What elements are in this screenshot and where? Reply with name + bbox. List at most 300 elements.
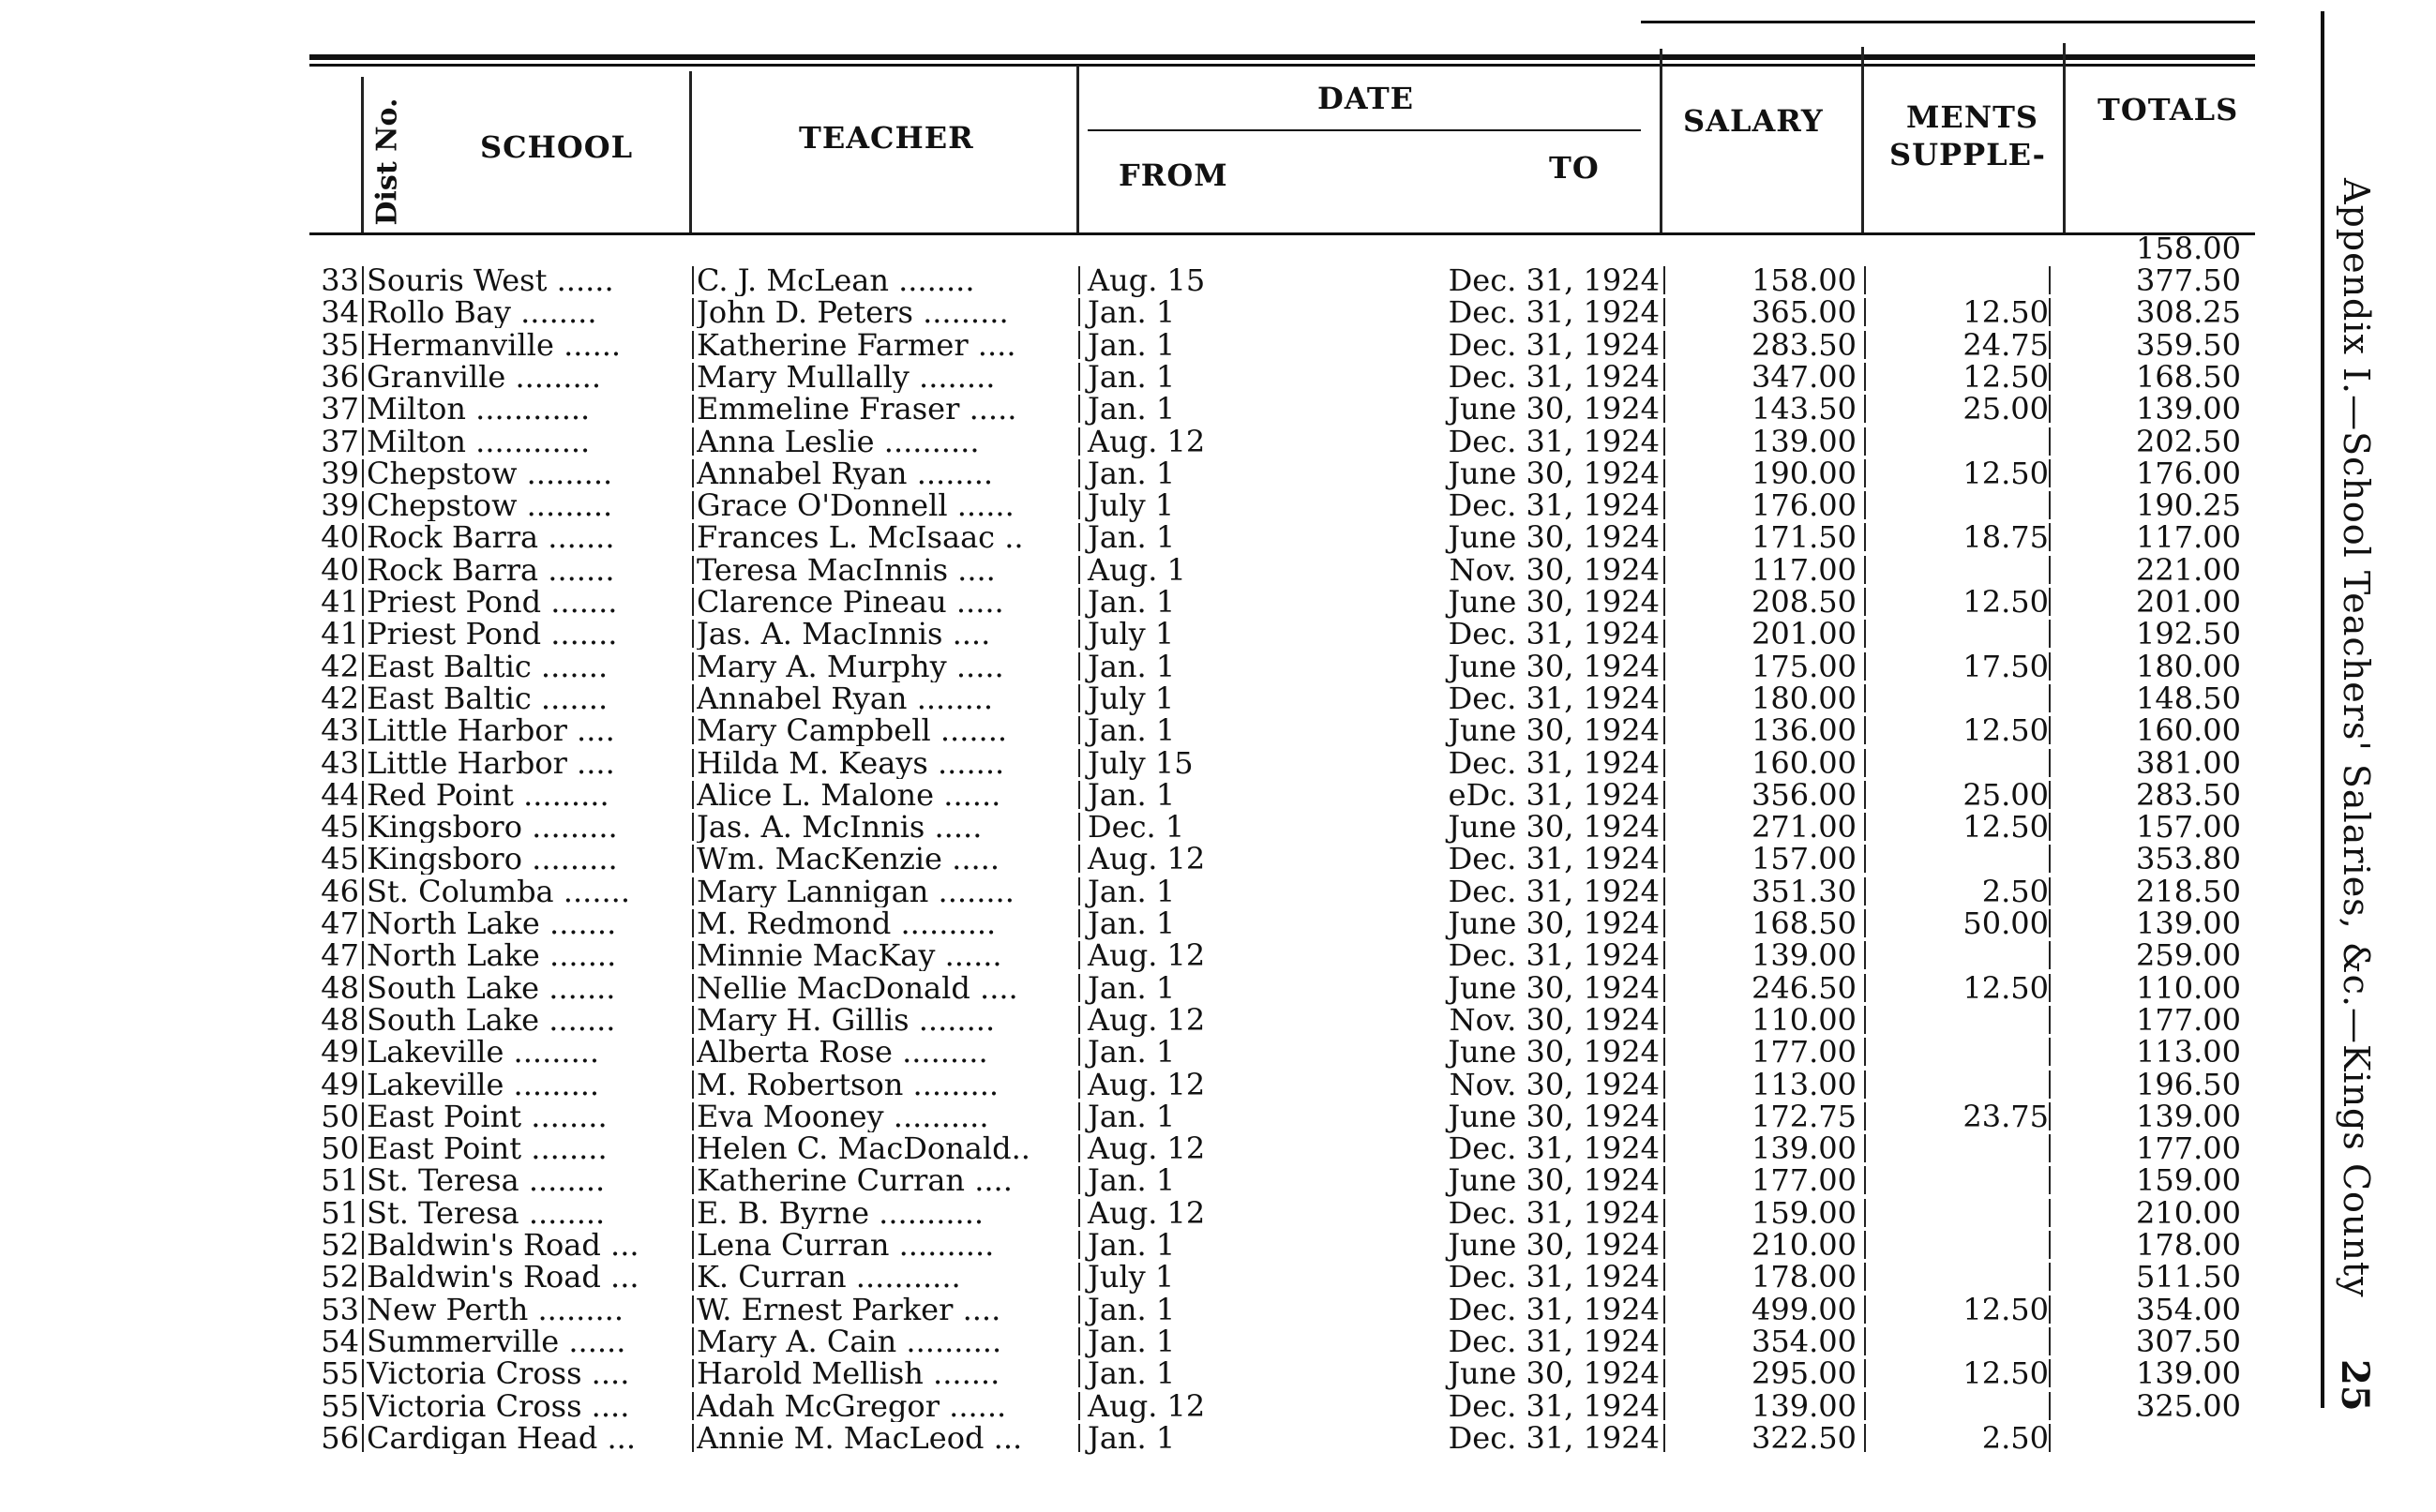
- from-date: Jan. 1: [1088, 584, 1176, 620]
- column-separator: [2049, 1199, 2051, 1227]
- teacher-name: Harold Mellish .......: [697, 1357, 1000, 1390]
- from-date: Dec. 1: [1088, 809, 1185, 846]
- column-separator: [362, 1231, 364, 1259]
- column-separator: [362, 491, 364, 519]
- column-separator: [1663, 1102, 1665, 1130]
- table-row: [0, 744, 2436, 781]
- dist-number: 54: [321, 1323, 359, 1359]
- school-name: East Baltic .......: [367, 650, 609, 682]
- dist-number: 47: [321, 906, 359, 941]
- school-name: Baldwin's Road ...: [367, 1261, 639, 1294]
- column-separator: [1663, 459, 1665, 487]
- column-separator: [362, 1038, 364, 1066]
- from-date: Aug. 12: [1088, 1066, 1206, 1102]
- column-separator: [692, 1231, 694, 1259]
- teacher-name: W. Ernest Parker ....: [697, 1293, 1001, 1325]
- salary-value: 210.00: [1752, 1227, 1857, 1263]
- column-separator: [2049, 395, 2051, 423]
- total-value: 201.00: [2136, 584, 2241, 620]
- teacher-name: Minnie MacKay ......: [697, 939, 1002, 972]
- column-separator: [692, 588, 694, 616]
- column-separator: [1864, 1166, 1866, 1194]
- dist-number: 47: [321, 937, 359, 974]
- teacher-name: K. Curran ...........: [697, 1261, 961, 1294]
- teacher-name: Emmeline Fraser .....: [697, 393, 1017, 426]
- school-name: Baldwin's Road ...: [367, 1229, 639, 1261]
- dist-number: 50: [321, 1098, 359, 1134]
- column-separator: [1078, 1006, 1080, 1034]
- column-separator: [1078, 427, 1080, 456]
- column-separator: [692, 1102, 694, 1130]
- column-separator: [1078, 716, 1080, 744]
- school-name: Rock Barra .......: [367, 521, 615, 554]
- column-separator: [1078, 652, 1080, 681]
- supplements-value: 18.75: [1962, 519, 2049, 556]
- column-separator: [1663, 588, 1665, 616]
- table-row: [0, 264, 2436, 296]
- from-date: July 1: [1088, 1259, 1175, 1295]
- dist-number: 37: [321, 391, 359, 427]
- column-separator: [692, 1424, 694, 1452]
- dist-number: 34: [321, 294, 359, 331]
- column-separator: [2049, 877, 2051, 906]
- column-separator: [1663, 556, 1665, 584]
- school-name: Chepstow .........: [367, 489, 613, 522]
- from-date: Aug. 12: [1088, 1387, 1206, 1424]
- table-row: [0, 1001, 2436, 1038]
- school-name: Rollo Bay ........: [367, 296, 597, 329]
- column-separator: [2049, 1038, 2051, 1066]
- table-row: [0, 843, 2436, 875]
- total-value: 359.50: [2136, 326, 2241, 363]
- column-separator: [2049, 652, 2051, 681]
- table-row: [0, 1387, 2436, 1424]
- column-separator: [1663, 1424, 1665, 1452]
- column-separator: [1663, 716, 1665, 744]
- column-separator: [362, 909, 364, 937]
- page-number: 25: [2333, 1359, 2377, 1412]
- column-separator: [2049, 749, 2051, 777]
- column-separator: [2049, 556, 2051, 584]
- table-row: [0, 1261, 2436, 1293]
- column-separator: [1864, 1392, 1866, 1420]
- dist-number: 53: [321, 1291, 359, 1327]
- to-date: June 30, 1924: [1448, 648, 1660, 684]
- column-separator: [2049, 1424, 2051, 1452]
- dist-number: 39: [321, 487, 359, 524]
- table-row: [0, 393, 2436, 425]
- column-separator: [692, 1392, 694, 1420]
- dist-number: 51: [321, 1194, 359, 1231]
- column-separator: [1663, 1166, 1665, 1194]
- column-separator: [1078, 1102, 1080, 1130]
- column-separator: [1864, 877, 1866, 906]
- from-date: Aug. 12: [1088, 423, 1206, 459]
- column-separator: [1663, 652, 1665, 681]
- total-value: 354.00: [2136, 1291, 2241, 1327]
- salary-value: 157.00: [1752, 841, 1857, 877]
- column-separator: [1663, 1359, 1665, 1387]
- column-separator: [692, 877, 694, 906]
- column-separator: [1864, 716, 1866, 744]
- column-separator: [1864, 845, 1866, 873]
- to-date: Dec. 31, 1924: [1448, 1419, 1660, 1456]
- to-date: Dec. 31, 1924: [1448, 744, 1660, 781]
- total-value: 377.50: [2136, 262, 2241, 298]
- dist-number: 50: [321, 1130, 359, 1167]
- table-row: [0, 487, 2436, 524]
- column-separator: [1864, 1199, 1866, 1227]
- column-separator: [2049, 523, 2051, 551]
- teacher-name: Adah McGregor ......: [697, 1389, 1007, 1422]
- table-row: [0, 294, 2436, 331]
- column-separator: [2049, 363, 2051, 391]
- to-date: June 30, 1924: [1448, 1034, 1660, 1070]
- total-value: 139.00: [2136, 1355, 2241, 1392]
- teacher-name: M. Redmond ..........: [697, 907, 997, 939]
- salary-value: 283.50: [1752, 326, 1857, 363]
- table-row: [0, 551, 2436, 588]
- dist-no-header: Dist No.: [370, 97, 404, 226]
- school-name: Little Harbor ....: [367, 714, 615, 747]
- to-date: June 30, 1924: [1448, 1227, 1660, 1263]
- to-date: Nov. 30, 1924: [1449, 1066, 1660, 1102]
- column-separator: [1663, 909, 1665, 937]
- teacher-name: Grace O'Donnell ......: [697, 489, 1015, 522]
- dist-number: 43: [321, 744, 359, 781]
- column-separator: [2049, 781, 2051, 809]
- total-value: 202.50: [2136, 423, 2241, 459]
- teacher-name: Teresa MacInnis ....: [697, 553, 996, 586]
- from-date: Jan. 1: [1088, 391, 1176, 427]
- salary-value: 295.00: [1752, 1355, 1857, 1392]
- column-separator: [1663, 1199, 1665, 1227]
- total-value: 177.00: [2136, 1130, 2241, 1167]
- school-name: Red Point .........: [367, 778, 609, 811]
- column-separator: [692, 909, 694, 937]
- dist-number: 52: [321, 1227, 359, 1263]
- school-name: North Lake .......: [367, 939, 617, 972]
- salary-value: 136.00: [1752, 712, 1857, 749]
- column-separator: [362, 363, 364, 391]
- table-row: [0, 586, 2436, 618]
- column-separator: [692, 1006, 694, 1034]
- column-separator: [362, 1102, 364, 1130]
- supplements-value: 12.50: [1962, 969, 2049, 1006]
- column-separator: [362, 1166, 364, 1194]
- school-name: Summerville ......: [367, 1325, 626, 1357]
- total-value: 176.00: [2136, 455, 2241, 491]
- dist-number: 45: [321, 809, 359, 846]
- school-name: Priest Pond .......: [367, 586, 618, 618]
- teacher-name: Frances L. McIsaac ..: [697, 521, 1024, 554]
- column-separator: [692, 1134, 694, 1162]
- to-date: Dec. 31, 1924: [1448, 1323, 1660, 1359]
- column-separator: [2049, 1263, 2051, 1291]
- salary-value: 177.00: [1752, 1162, 1857, 1199]
- column-separator: [1663, 1070, 1665, 1099]
- column-separator: [2049, 845, 2051, 873]
- column-separator: [692, 1038, 694, 1066]
- from-date: Aug. 12: [1088, 1001, 1206, 1038]
- to-date: Dec. 31, 1924: [1448, 326, 1660, 363]
- column-separator: [1864, 1327, 1866, 1355]
- column-separator: [1078, 1263, 1080, 1291]
- column-separator: [362, 1327, 364, 1355]
- column-separator: [2049, 1392, 2051, 1420]
- column-separator: [362, 749, 364, 777]
- supplements-value: 12.50: [1962, 1291, 2049, 1327]
- column-separator: [692, 427, 694, 456]
- school-name: St. Teresa ........: [367, 1196, 606, 1229]
- teacher-name: John D. Peters .........: [697, 296, 1009, 329]
- column-separator: [1864, 523, 1866, 551]
- column-separator: [1078, 1424, 1080, 1452]
- total-value: 218.50: [2136, 873, 2241, 909]
- dist-number: 49: [321, 1066, 359, 1102]
- supplements-value: 12.50: [1962, 712, 2049, 749]
- column-separator: [1078, 1134, 1080, 1162]
- dist-number: 41: [321, 616, 359, 652]
- table-row: [0, 1194, 2436, 1231]
- dist-number: 41: [321, 584, 359, 620]
- table-row: [0, 1100, 2436, 1132]
- to-date: June 30, 1924: [1448, 1098, 1660, 1134]
- school-name: Rock Barra .......: [367, 553, 615, 586]
- column-separator: [1663, 395, 1665, 423]
- dist-number: 45: [321, 841, 359, 877]
- column-separator: [1078, 749, 1080, 777]
- column-separator: [692, 1070, 694, 1099]
- table-row: [0, 648, 2436, 684]
- dist-number: 46: [321, 873, 359, 909]
- teacher-name: Lena Curran ..........: [697, 1229, 995, 1261]
- table-row: [0, 712, 2436, 749]
- teacher-name: Annie M. MacLeod ...: [697, 1421, 1023, 1454]
- column-separator: [1663, 1038, 1665, 1066]
- total-value: 139.00: [2136, 906, 2241, 941]
- salary-value: 208.50: [1752, 584, 1857, 620]
- total-value: 259.00: [2136, 937, 2241, 974]
- to-date: Dec. 31, 1924: [1448, 841, 1660, 877]
- table-row: [0, 1325, 2436, 1357]
- salary-value: 117.00: [1752, 551, 1857, 588]
- from-date: Jan. 1: [1088, 906, 1176, 941]
- school-name: St. Teresa ........: [367, 1164, 606, 1197]
- salary-value: 356.00: [1752, 776, 1857, 813]
- to-date: Dec. 31, 1924: [1448, 294, 1660, 331]
- totals-header: TOTALS: [2098, 92, 2239, 127]
- column-separator: [1663, 523, 1665, 551]
- column-separator: [362, 1263, 364, 1291]
- column-separator: [1864, 1038, 1866, 1066]
- column-separator: [1078, 523, 1080, 551]
- column-separator: [1078, 556, 1080, 584]
- supplements-value: 24.75: [1962, 326, 2049, 363]
- column-separator: [1864, 459, 1866, 487]
- to-date: June 30, 1924: [1448, 519, 1660, 556]
- right-margin-rule: [2321, 11, 2324, 1408]
- school-name: Cardigan Head ...: [367, 1421, 637, 1454]
- table-row: [0, 809, 2436, 846]
- dist-number: 40: [321, 551, 359, 588]
- column-separator: [1864, 974, 1866, 1002]
- table-row: [0, 1162, 2436, 1199]
- column-separator: [1078, 1392, 1080, 1420]
- to-date: June 30, 1924: [1448, 1355, 1660, 1392]
- column-separator: [2049, 491, 2051, 519]
- to-date: Dec. 31, 1924: [1448, 616, 1660, 652]
- column-separator: [692, 749, 694, 777]
- supplements-value: 12.50: [1962, 455, 2049, 491]
- column-separator: [362, 941, 364, 969]
- table-row: [0, 457, 2436, 489]
- table-row: [0, 969, 2436, 1006]
- total-value: 148.50: [2136, 680, 2241, 716]
- column-separator: [1078, 1359, 1080, 1387]
- dist-number: 51: [321, 1162, 359, 1199]
- salary-value: 365.00: [1752, 294, 1857, 331]
- dist-number: 48: [321, 1001, 359, 1038]
- column-separator: [2049, 1134, 2051, 1162]
- column-separator: [692, 331, 694, 359]
- column-separator: [1864, 1263, 1866, 1291]
- total-value: 511.50: [2136, 1259, 2241, 1295]
- table-row: [0, 423, 2436, 459]
- column-separator: [1078, 459, 1080, 487]
- teacher-name: Annabel Ryan ........: [697, 681, 994, 714]
- column-separator: [1663, 620, 1665, 648]
- from-date: Jan. 1: [1088, 1355, 1176, 1392]
- column-separator: [1864, 266, 1866, 294]
- supplements-value: 12.50: [1962, 584, 2049, 620]
- school-header: SCHOOL: [480, 129, 634, 165]
- to-date: Dec. 31, 1924: [1448, 1130, 1660, 1167]
- teacher-name: Jas. A. McInnis .....: [697, 811, 983, 844]
- dist-number: 56: [321, 1419, 359, 1456]
- column-separator: [1864, 684, 1866, 712]
- table-row: [0, 907, 2436, 939]
- column-separator: [2049, 620, 2051, 648]
- teacher-name: Katherine Curran ....: [697, 1164, 1013, 1197]
- table-row: [0, 618, 2436, 650]
- column-separator: [362, 395, 364, 423]
- column-separator: [2049, 588, 2051, 616]
- table-row: [0, 358, 2436, 395]
- column-separator: [1078, 1070, 1080, 1099]
- column-separator: [1864, 556, 1866, 584]
- column-separator: [1078, 1166, 1080, 1194]
- total-value: 283.50: [2136, 776, 2241, 813]
- column-separator: [2049, 1359, 2051, 1387]
- column-separator: [2049, 1166, 2051, 1194]
- column-separator: [1864, 1295, 1866, 1324]
- dist-number: 42: [321, 680, 359, 716]
- column-separator: [692, 652, 694, 681]
- column-separator: [362, 427, 364, 456]
- column-separator: [1078, 941, 1080, 969]
- total-value: 190.25: [2136, 487, 2241, 524]
- column-separator: [692, 298, 694, 326]
- to-date: Dec. 31, 1924: [1448, 358, 1660, 395]
- table-row: [0, 1130, 2436, 1167]
- column-separator: [362, 716, 364, 744]
- from-date: Jan. 1: [1088, 1227, 1176, 1263]
- supplements-value: 12.50: [1962, 294, 2049, 331]
- school-name: East Baltic .......: [367, 681, 609, 714]
- school-name: Hermanville ......: [367, 328, 622, 361]
- table-row: [0, 1419, 2436, 1456]
- column-separator: [692, 491, 694, 519]
- column-separator: [362, 266, 364, 294]
- column-separator: [692, 1327, 694, 1355]
- column-separator: [1078, 909, 1080, 937]
- to-date: Dec. 31, 1924: [1448, 680, 1660, 716]
- salary-value: 351.30: [1752, 873, 1857, 909]
- column-separator: [1078, 974, 1080, 1002]
- supplements-value: 12.50: [1962, 1355, 2049, 1392]
- dist-number: 33: [321, 262, 359, 298]
- column-separator: [692, 974, 694, 1002]
- column-separator: [2049, 909, 2051, 937]
- column-separator: [1663, 941, 1665, 969]
- column-separator: [2049, 1295, 2051, 1324]
- column-separator: [2049, 974, 2051, 1002]
- column-separator: [1864, 620, 1866, 648]
- column-separator: [692, 1199, 694, 1227]
- column-separator: [1864, 781, 1866, 809]
- table-row: [0, 937, 2436, 974]
- total-value: 177.00: [2136, 1001, 2241, 1038]
- column-separator: [1078, 395, 1080, 423]
- column-separator: [2049, 331, 2051, 359]
- table-row: [0, 519, 2436, 556]
- teacher-name: Mary A. Murphy .....: [697, 650, 1004, 682]
- total-value: 160.00: [2136, 712, 2241, 749]
- column-separator: [692, 1166, 694, 1194]
- supplements-value: 25.00: [1962, 391, 2049, 427]
- from-date: Jan. 1: [1088, 969, 1176, 1006]
- column-separator: [692, 1263, 694, 1291]
- dist-number: 43: [321, 712, 359, 749]
- dist-number: 55: [321, 1355, 359, 1392]
- column-separator: [2049, 427, 2051, 456]
- school-name: North Lake .......: [367, 907, 617, 939]
- teacher-name: M. Robertson .........: [697, 1068, 1000, 1100]
- column-separator: [1864, 1102, 1866, 1130]
- salary-value: 499.00: [1752, 1291, 1857, 1327]
- column-separator: [1663, 1392, 1665, 1420]
- total-value: 117.00: [2136, 519, 2241, 556]
- total-value: 221.00: [2136, 551, 2241, 588]
- column-separator: [1663, 1263, 1665, 1291]
- supplements-value: 12.50: [1962, 809, 2049, 846]
- salary-value: 246.50: [1752, 969, 1857, 1006]
- from-date: Aug. 1: [1088, 551, 1186, 588]
- from-date: Jan. 1: [1088, 873, 1176, 909]
- school-name: New Perth .........: [367, 1293, 624, 1325]
- from-date: Aug. 15: [1088, 262, 1206, 298]
- dist-number: 37: [321, 423, 359, 459]
- teacher-name: Eva Mooney ..........: [697, 1100, 989, 1132]
- column-separator: [1864, 395, 1866, 423]
- column-separator: [1663, 1134, 1665, 1162]
- column-separator: [362, 588, 364, 616]
- teacher-name: C. J. McLean ........: [697, 264, 975, 296]
- from-date: Jan. 1: [1088, 1098, 1176, 1134]
- column-separator: [692, 363, 694, 391]
- to-date: June 30, 1924: [1448, 391, 1660, 427]
